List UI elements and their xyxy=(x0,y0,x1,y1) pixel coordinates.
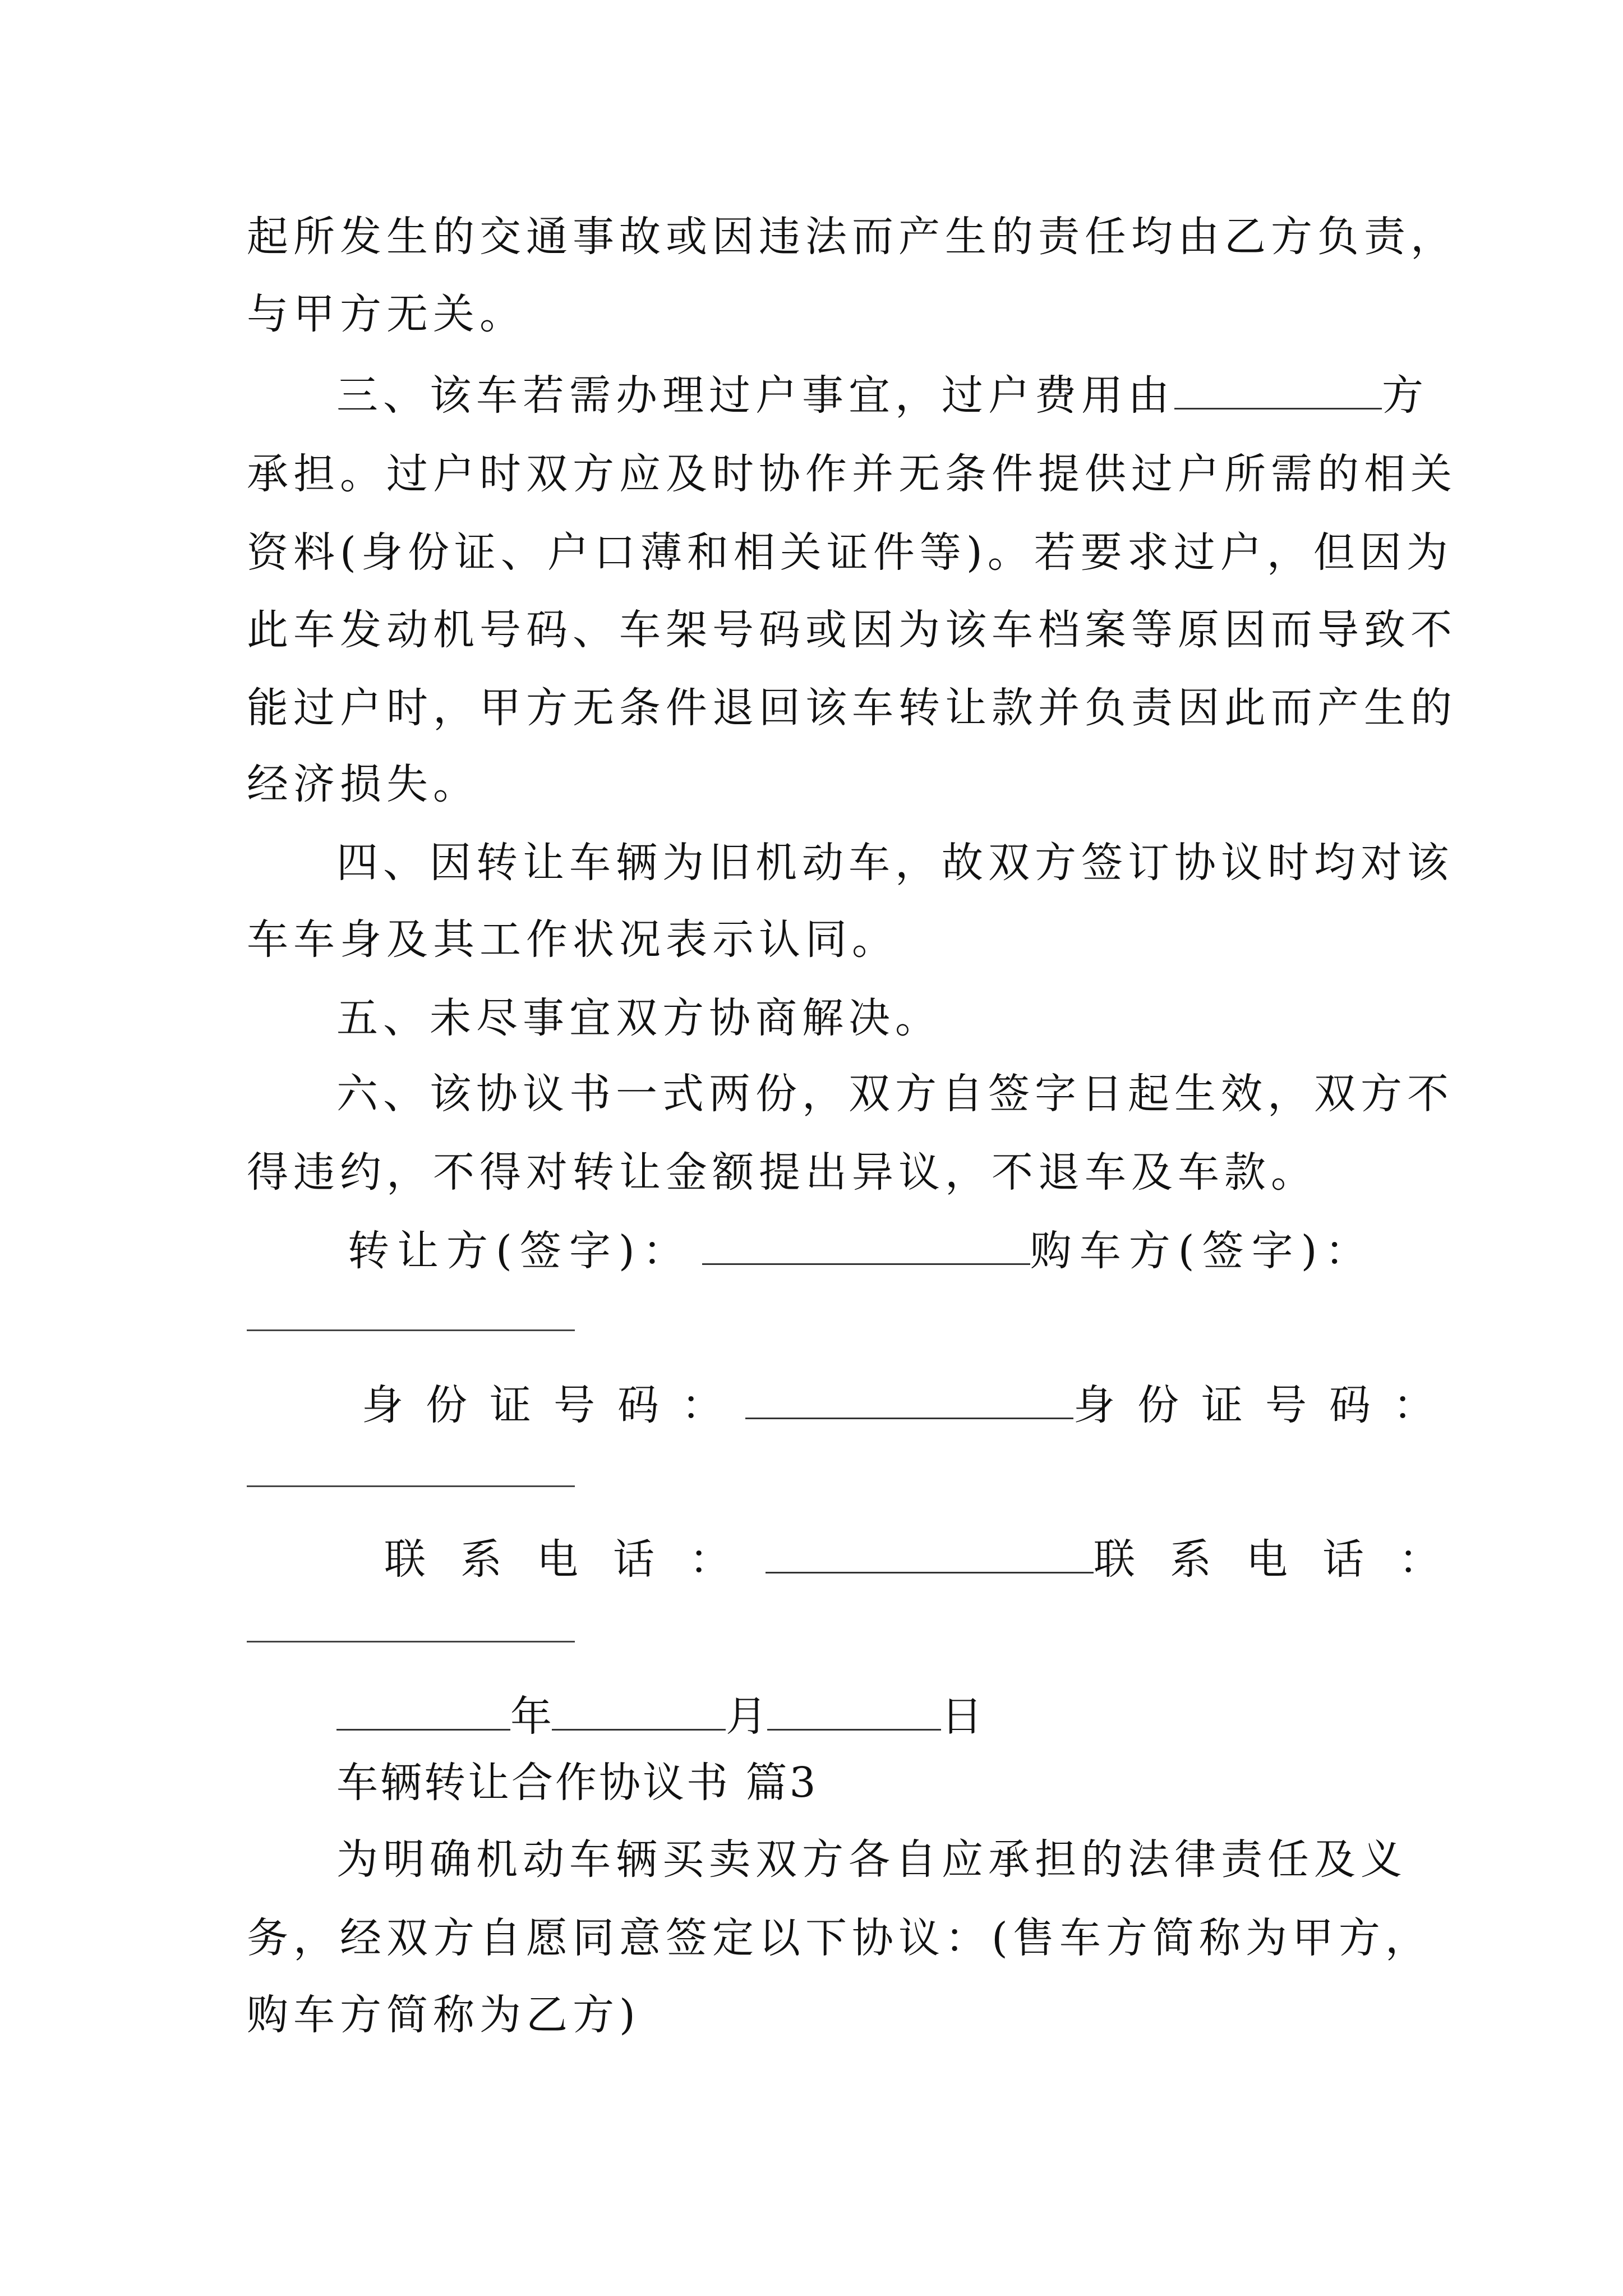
seller-id-blank xyxy=(745,1383,1073,1419)
day-blank xyxy=(767,1694,941,1731)
day-label: 日 xyxy=(941,1692,983,1741)
month-blank xyxy=(552,1694,726,1731)
paragraph-line: 与甲方无关。 xyxy=(247,290,526,338)
buyer-signature-blank xyxy=(247,1329,575,1331)
paragraph-line: 得违约，不得对转让金额提出异议，不退车及车款。 xyxy=(247,1148,1317,1197)
buyer-id-blank xyxy=(247,1485,575,1487)
paragraph-line: 起所发生的交通事故或因违法而产生的责任均由乙方负责， xyxy=(247,213,1457,261)
clause-6-line-1: 六、该协议书一式两份，双方自签字日起生效，双方不 xyxy=(336,1070,1454,1118)
paragraph-line: 能过户时，甲方无条件退回该车转让款并负责因此而产生的 xyxy=(247,684,1457,732)
buyer-phone-blank xyxy=(247,1641,575,1642)
clause-4-line-1: 四、因转让车辆为旧机动车，故双方签订协议时均对该 xyxy=(336,839,1454,887)
paragraph-line: 资料(身份证、户口薄和相关证件等)。若要求过户，但因为 xyxy=(247,528,1453,577)
seller-phone-label: 联系电话： xyxy=(384,1535,766,1584)
paragraph-line: 此车发动机号码、车架号码或因为该车档案等原因而导致不 xyxy=(247,606,1457,654)
clause-3-text-end: 方 xyxy=(1382,371,1428,420)
year-label: 年 xyxy=(510,1692,552,1741)
clause-3-line-1 xyxy=(336,367,1428,424)
buyer-id-label: 身份证号码： xyxy=(1073,1381,1457,1429)
phone-line xyxy=(384,1531,1475,1588)
intro-line-1: 为明确机动车辆买卖双方各自应承担的法律责任及义 xyxy=(336,1835,1407,1884)
clause-5: 五、未尽事宜双方协商解决。 xyxy=(336,994,942,1042)
paragraph-line: 购车方简称为乙方) xyxy=(247,1991,640,2039)
month-label: 月 xyxy=(726,1692,767,1741)
seller-signature-label: 转让方(签字)： xyxy=(348,1227,692,1275)
seller-signature-line xyxy=(348,1223,1375,1279)
id-number-line xyxy=(362,1377,1457,1433)
seller-signature-blank xyxy=(702,1228,1030,1265)
fee-payer-blank xyxy=(1174,373,1382,409)
date-line xyxy=(336,1688,983,1745)
buyer-signature-label: 购车方(签字)： xyxy=(1030,1227,1375,1275)
seller-id-label: 身份证号码： xyxy=(362,1381,745,1429)
section-title: 车辆转让合作协议书 篇3 xyxy=(336,1759,818,1807)
paragraph-line: 经济损失。 xyxy=(247,760,479,808)
buyer-phone-label: 联系电话： xyxy=(1094,1535,1475,1584)
paragraph-line: 车车身及其工作状况表示认同。 xyxy=(247,915,898,964)
year-blank xyxy=(336,1694,510,1731)
paragraph-line: 务，经双方自愿同意签定以下协议：(售车方简称为甲方， xyxy=(247,1914,1432,1962)
paragraph-line: 承担。过户时双方应及时协作并无条件提供过户所需的相关 xyxy=(247,450,1457,498)
clause-3-text: 三、该车若需办理过户事宜，过户费用由 xyxy=(336,371,1174,420)
seller-phone-blank xyxy=(766,1537,1094,1573)
